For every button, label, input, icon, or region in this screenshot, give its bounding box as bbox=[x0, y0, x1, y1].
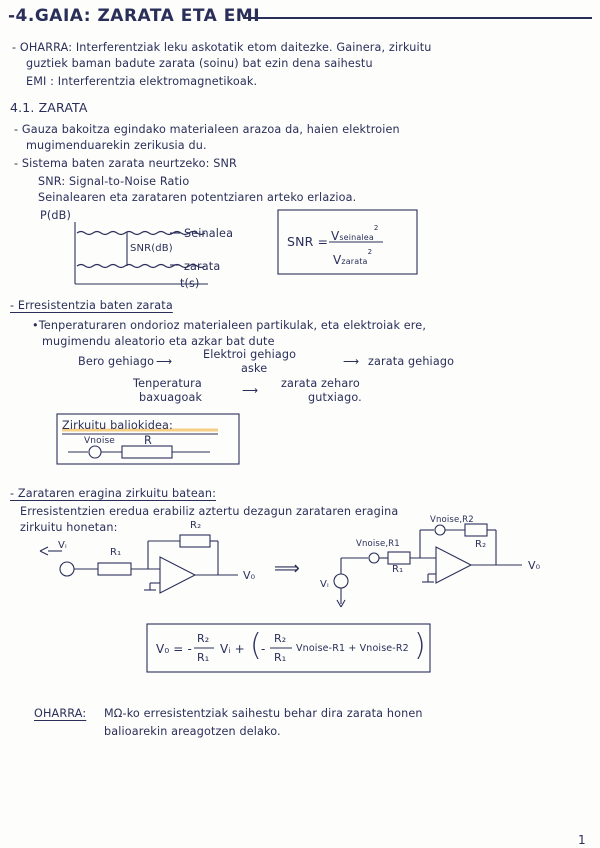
equiv-r-label: R bbox=[144, 434, 152, 447]
flow1-arrow-1: ⟶ bbox=[156, 355, 173, 368]
snr-formula-num: Vseinalea$^2$ bbox=[331, 224, 379, 243]
right-r2 bbox=[465, 524, 487, 536]
vo-f2-num: R₂ bbox=[274, 632, 287, 645]
left-r2-label: R₂ bbox=[190, 520, 202, 531]
footer-oharra-text-2: balioarekin areagotzen delako. bbox=[104, 725, 281, 738]
footer-oharra-text-1: MΩ-ko erresistentziak saihestu behar dira zarata honen bbox=[104, 707, 423, 720]
snr-formula-den: Vzarata$^2$ bbox=[333, 248, 373, 267]
section-res-title: - Erresistentzia baten zarata bbox=[10, 299, 173, 312]
section-circ-line2: zirkuitu honetan: bbox=[20, 521, 118, 534]
vo-minus: - bbox=[261, 642, 266, 656]
section-41-title: 4.1. ZARATA bbox=[10, 100, 88, 115]
left-vi-label: Vᵢ bbox=[58, 540, 67, 551]
vo-formula-lhs: V₀ = - bbox=[156, 642, 192, 656]
implies-arrow: ⟹ bbox=[274, 558, 300, 579]
noise-source-symbol bbox=[89, 446, 101, 458]
graph-snr-label: SNR(dB) bbox=[130, 243, 173, 254]
flow2-b-bottom: gutxiago. bbox=[308, 391, 362, 404]
snr-formula-lhs: SNR = bbox=[287, 234, 329, 249]
right-r2-label: R₂ bbox=[475, 539, 487, 550]
left-r1 bbox=[98, 563, 131, 575]
section-circ-line1: Erresistentzien eredua erabiliz aztertu dezagun zarataren eragina bbox=[20, 505, 399, 518]
graph-xlabel: t(s) bbox=[180, 277, 200, 290]
right-vi-label: Vᵢ bbox=[320, 579, 329, 590]
section-circ-title: - Zarataren eragina zirkuitu batean: bbox=[10, 487, 217, 500]
page-number: 1 bbox=[578, 833, 586, 847]
right-vo-label: V₀ bbox=[528, 559, 541, 572]
flow1-b-top: Elektroi gehiago bbox=[203, 348, 297, 361]
flow1-b-bottom: aske bbox=[241, 362, 268, 375]
oharra-line-1: - OHARRA: Interferentziak leku askotatik etom daitezke. Gainera, zirkuitu bbox=[12, 41, 432, 54]
resistor-symbol bbox=[122, 446, 172, 458]
right-vnoise-r2-source bbox=[435, 525, 445, 535]
flow2-b-top: zarata zeharo bbox=[281, 377, 360, 390]
vo-close-paren: ) bbox=[414, 628, 426, 663]
left-circuit bbox=[40, 535, 238, 593]
flow1-a: Bero gehiago bbox=[78, 355, 155, 368]
section-res-line1: •Tenperaturaren ondorioz materialeen partikulak, eta elektroiak ere, bbox=[32, 319, 427, 332]
right-opamp bbox=[436, 547, 471, 583]
graph-signal-label: Seinalea bbox=[184, 227, 234, 240]
snr-definition: SNR: Signal-to-Noise Ratio bbox=[38, 175, 190, 188]
footer-oharra-label: OHARRA: bbox=[34, 707, 87, 720]
vo-vi-term: Vᵢ + bbox=[220, 642, 245, 656]
right-vi-source bbox=[334, 574, 348, 588]
right-circuit bbox=[334, 524, 522, 607]
right-vnoise-r2-label: Vnoise,R2 bbox=[430, 515, 474, 525]
section-41-p1-line2: mugimenduarekin zerikusia du. bbox=[26, 139, 207, 152]
vo-noise-terms: Vnoise-R1 + Vnoise-R2 bbox=[296, 643, 409, 654]
left-opamp bbox=[160, 557, 195, 593]
vi-source bbox=[60, 562, 74, 576]
vo-f1-den: R₁ bbox=[197, 651, 210, 664]
flow2-arrow: ⟶ bbox=[242, 384, 259, 397]
right-vnoise-r1-source bbox=[369, 553, 379, 563]
section-res-line2: mugimendu aleatorio eta azkar bat dute bbox=[42, 335, 275, 348]
equiv-vnoise-label: Vnoise bbox=[84, 436, 115, 446]
vo-f1-num: R₂ bbox=[197, 632, 210, 645]
vo-f2-den: R₁ bbox=[274, 651, 287, 664]
flow1-c: zarata gehiago bbox=[368, 355, 455, 368]
right-vnoise-r1-label: Vnoise,R1 bbox=[356, 539, 400, 549]
snr-description: Seinalearen eta zarataren potentziaren arteko erlazioa. bbox=[38, 191, 357, 204]
left-r2 bbox=[180, 535, 210, 547]
vo-open-paren: ( bbox=[250, 628, 262, 663]
page-title: -4.GAIA: ZARATA ETA EMI bbox=[8, 6, 261, 26]
right-r1-label: R₁ bbox=[392, 564, 404, 575]
section-41-p1-line1: - Gauza bakoitza egindako materialeen arazoa da, haien elektroien bbox=[14, 123, 400, 136]
emi-definition: EMI : Interferentzia elektromagnetikoak. bbox=[26, 75, 258, 88]
section-41-p2: - Sistema baten zarata neurtzeko: SNR bbox=[14, 157, 237, 170]
equiv-box-title: Zirkuitu baliokidea: bbox=[62, 419, 173, 432]
flow2-a-top: Tenperatura bbox=[133, 377, 202, 390]
graph-noise-label: zarata bbox=[184, 260, 221, 273]
left-vo-label: V₀ bbox=[243, 569, 256, 582]
flow1-arrow-2: ⟶ bbox=[343, 355, 360, 368]
left-r1-label: R₁ bbox=[110, 547, 122, 558]
right-r1 bbox=[388, 552, 410, 564]
flow2-a-bottom: baxuagoak bbox=[139, 391, 203, 404]
graph-ylabel: P(dB) bbox=[40, 209, 72, 222]
oharra-line-2: guztiek baman badute zarata (soinu) bat ezin dena saihestu bbox=[26, 57, 373, 70]
